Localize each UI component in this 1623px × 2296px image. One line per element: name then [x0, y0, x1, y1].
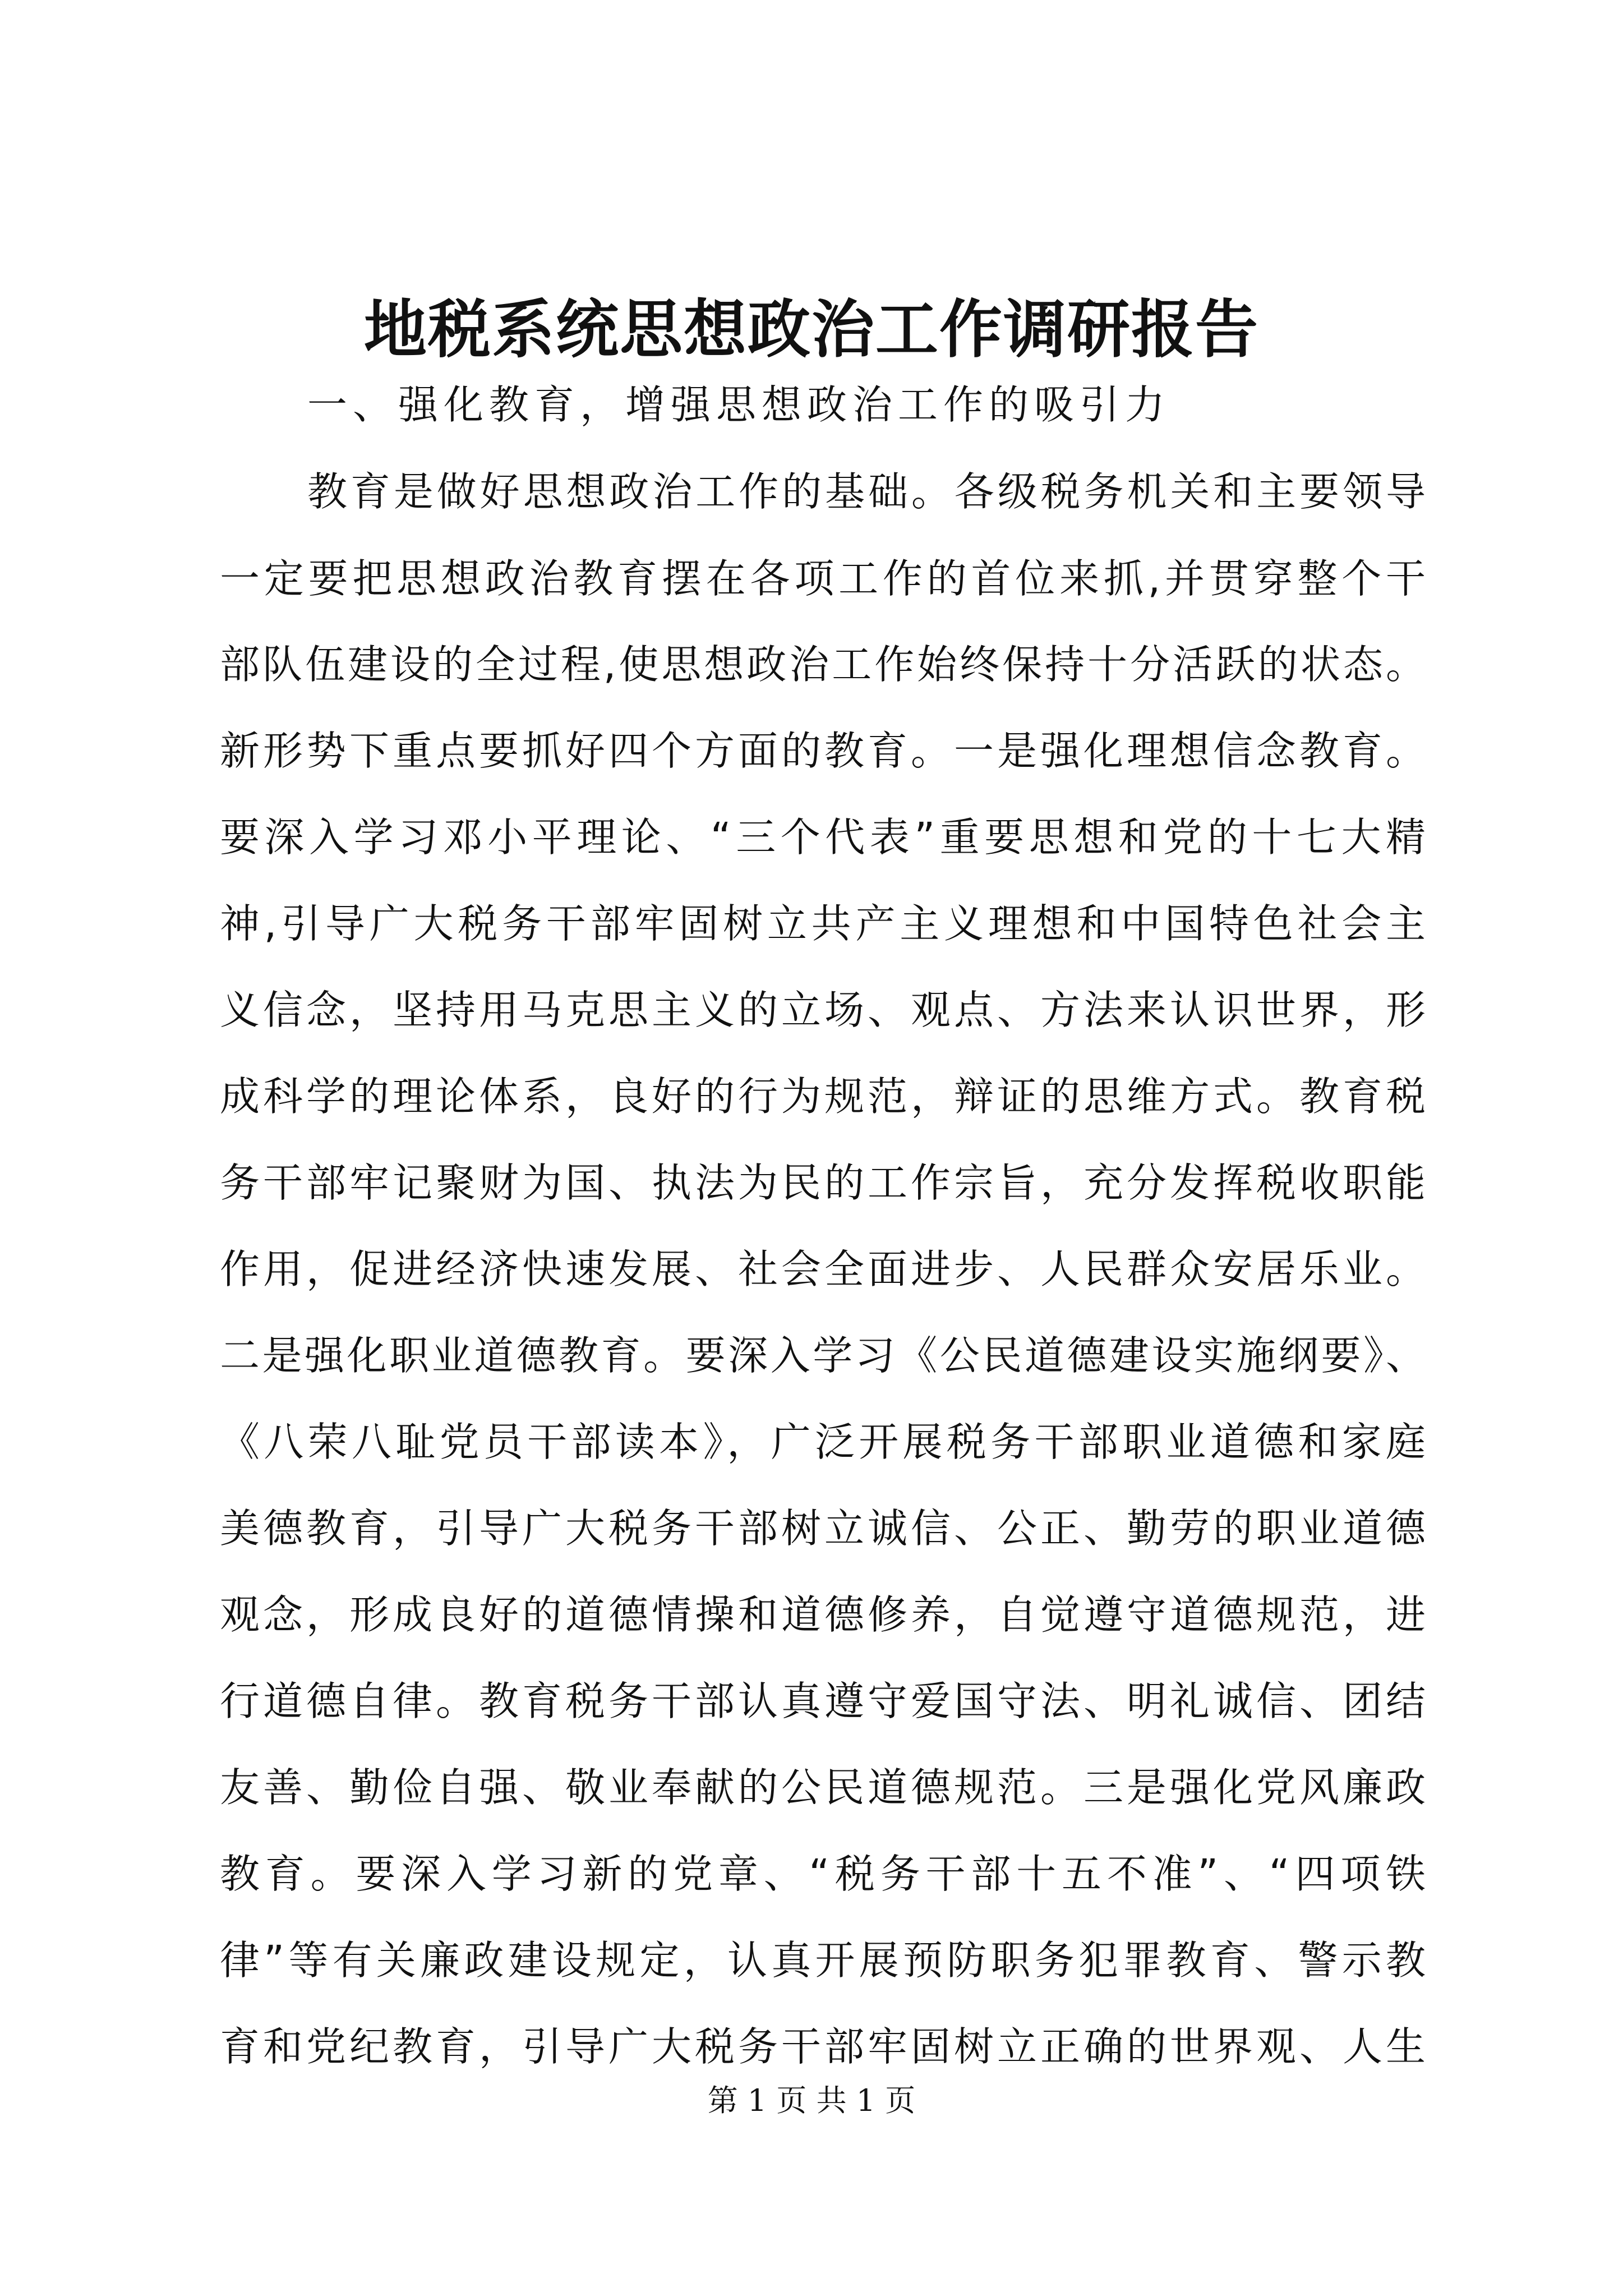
body-line: 行道德自律。教育税务干部认真遵守爱国守法、明礼诚信、团结 — [220, 1678, 1426, 1724]
body-line: 神,引导广大税务干部牢固树立共产主义理想和中国特色社会主 — [220, 900, 1426, 947]
body-line: 友善、勤俭自强、敬业奉献的公民道德规范。三是强化党风廉政 — [220, 1764, 1426, 1811]
page-footer: 第 1 页 共 1 页 — [707, 2083, 916, 2118]
body-line: 律”等有关廉政建设规定，认真开展预防职务犯罪教育、警示教 — [220, 1937, 1426, 1984]
body-line: 二是强化职业道德教育。要深入学习《公民道德建设实施纲要》、 — [220, 1332, 1426, 1379]
body-line: 成科学的理论体系，良好的行为规范，辩证的思维方式。教育税 — [220, 1073, 1426, 1120]
body-line: 作用，促进经济快速发展、社会全面进步、人民群众安居乐业。 — [220, 1246, 1426, 1292]
body-line: 新形势下重点要抓好四个方面的教育。一是强化理想信念教育。 — [220, 728, 1426, 774]
body-line: 教育。要深入学习新的党章、“税务干部十五不准”、“四项铁 — [220, 1851, 1426, 1897]
body-line: 部队伍建设的全过程,使思想政治工作始终保持十分活跃的状态。 — [220, 641, 1426, 688]
body-line: 美德教育，引导广大税务干部树立诚信、公正、勤劳的职业道德 — [220, 1505, 1426, 1552]
section-heading: 一、强化教育，增强思想政治工作的吸引力 — [307, 381, 1171, 428]
body-line: 义信念，坚持用马克思主义的立场、观点、方法来认识世界，形 — [220, 987, 1426, 1033]
body-line: 要深入学习邓小平理论、“三个代表”重要思想和党的十七大精 — [220, 814, 1426, 861]
document-title: 地税系统思想政治工作调研报告 — [364, 293, 1259, 366]
body-line: 《八荣八耻党员干部读本》，广泛开展税务干部职业道德和家庭 — [220, 1419, 1426, 1465]
body-line: 观念，形成良好的道德情操和道德修养，自觉遵守道德规范，进 — [220, 1591, 1426, 1638]
body-line: 务干部牢记聚财为国、执法为民的工作宗旨，充分发挥税收职能 — [220, 1159, 1426, 1206]
body-line: 育和党纪教育，引导广大税务干部牢固树立正确的世界观、人生 — [220, 2023, 1426, 2070]
body-line: 教育是做好思想政治工作的基础。各级税务机关和主要领导 — [307, 468, 1426, 515]
body-line: 一定要把思想政治教育摆在各项工作的首位来抓,并贯穿整个干 — [220, 555, 1426, 602]
